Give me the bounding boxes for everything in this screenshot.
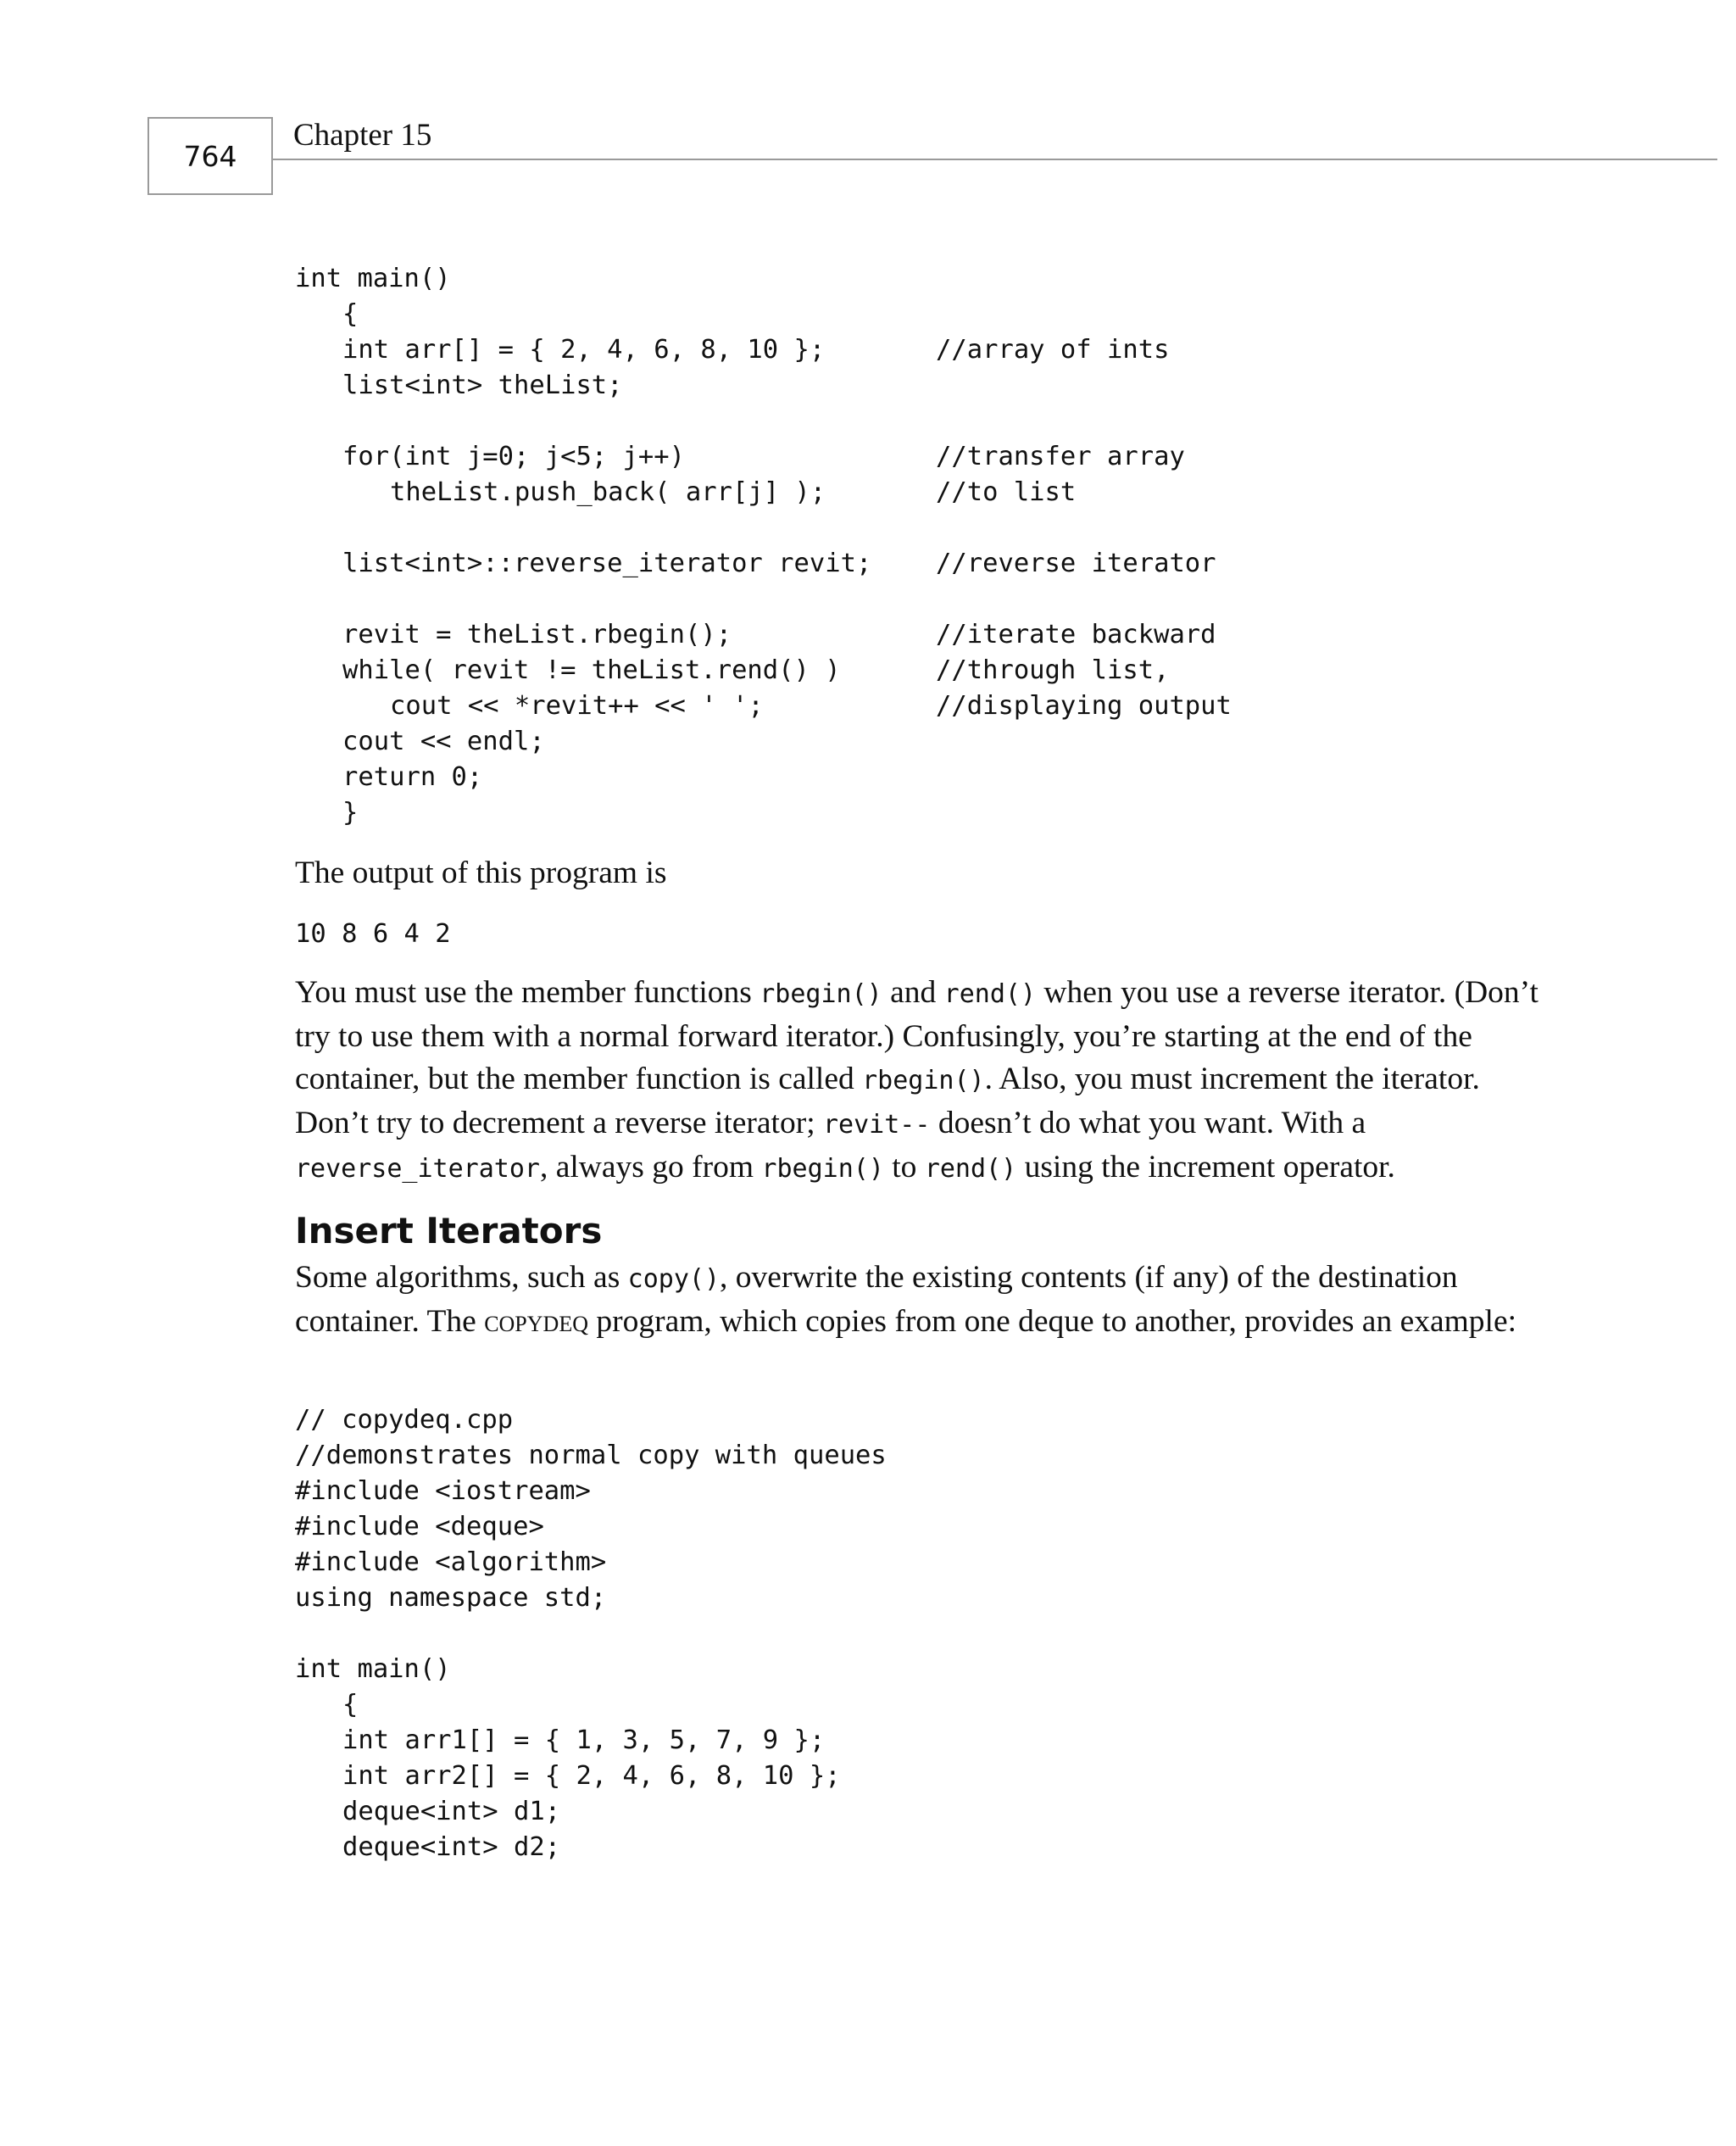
code-line: cout << *revit++ << ' '; //displaying output [295,688,871,724]
code-line: //demonstrates normal copy with queues [295,1441,887,1470]
code-line-blank [295,404,871,439]
code-line: { [342,299,359,329]
code-comment: //array of ints [936,335,1170,365]
code-line-blank [295,510,871,546]
inline-code: rbegin() [761,1154,884,1184]
code-line: int main() [295,1654,451,1684]
code-line: #include <algorithm> [295,1547,607,1577]
code-line: #include <deque> [295,1512,544,1541]
code-line: deque<int> d1; [342,1797,561,1826]
program-output: 10 8 6 4 2 [295,919,451,949]
program-name: copydeq [484,1304,588,1339]
header-rule [273,159,1717,160]
code-comment: //to list [936,477,1077,507]
output-intro-text: The output of this program is [295,856,667,890]
code-comment: //iterate backward [936,620,1216,649]
inline-code: rbegin() [862,1066,985,1095]
code-line: // copydeq.cpp [295,1405,514,1435]
code-line: list<int>::reverse_iterator revit; //reverse iterator [295,546,871,582]
code-line: { [342,1690,359,1720]
code-block-reverse-iterator [295,261,1232,831]
code-line: for(int j=0; j<5; j++) //transfer array [295,439,871,475]
inline-code: copy() [627,1264,721,1294]
inline-code: rend() [943,979,1037,1009]
code-line: return 0; [342,762,483,792]
inline-code: revit-- [823,1110,931,1140]
code-line: list<int> theList; [342,371,623,400]
code-line: revit = theList.rbegin(); //iterate backward [295,617,871,653]
code-line: int arr2[] = { 2, 4, 6, 8, 10 }; [342,1761,841,1791]
inline-code: reverse_iterator [295,1154,540,1184]
code-line: using namespace std; [295,1583,607,1613]
code-line: #include <iostream> [295,1476,591,1506]
code-line: int arr[] = { 2, 4, 6, 8, 10 }; //array of ints [295,332,871,368]
insert-iterators-paragraph: Some algorithms, such as copy(), overwrite the existing contents (if any) of the destination container. The copydeq program, which copies from one deque to another, provides an example: [295,1260,1517,1339]
code-line: int main() [295,264,451,293]
code-block-copydeq [295,1402,887,1865]
section-heading: Insert Iterators [295,1210,603,1251]
code-line: while( revit != theList.rend() ) //through list, [295,653,871,688]
chapter-label: Chapter 15 [293,118,432,153]
code-comment: //displaying output [936,691,1232,721]
code-line: theList.push_back( arr[j] ); //to list [295,475,871,510]
code-line: cout << endl; [342,727,545,756]
page-number-box [147,117,273,195]
code-line-blank [295,1616,887,1652]
code-line: } [342,798,359,828]
code-comment: //reverse iterator [936,549,1216,578]
code-line: int arr1[] = { 1, 3, 5, 7, 9 }; [342,1725,826,1755]
code-comment: //through list, [936,655,1170,685]
page-number: 764 [183,139,237,173]
inline-code: rbegin() [760,979,882,1009]
code-line-blank [295,582,871,617]
inline-code: rend() [924,1154,1017,1184]
reverse-iterator-paragraph: You must use the member functions rbegin() and rend() when you use a reverse iterator. (Don’t try to use them with a normal forward iterator.) Confusingly, you’re starting at the end of the container, but the member function is called rbegin(). Also, you must increment the iterator. Don’t try to decrement a reverse iterator; revit-- doesn’t do what you want. With a reverse_iterator, always go from rbegin() to rend() using the increment operator. [295,975,1538,1184]
code-line: deque<int> d2; [342,1832,561,1862]
code-comment: //transfer array [936,442,1185,471]
